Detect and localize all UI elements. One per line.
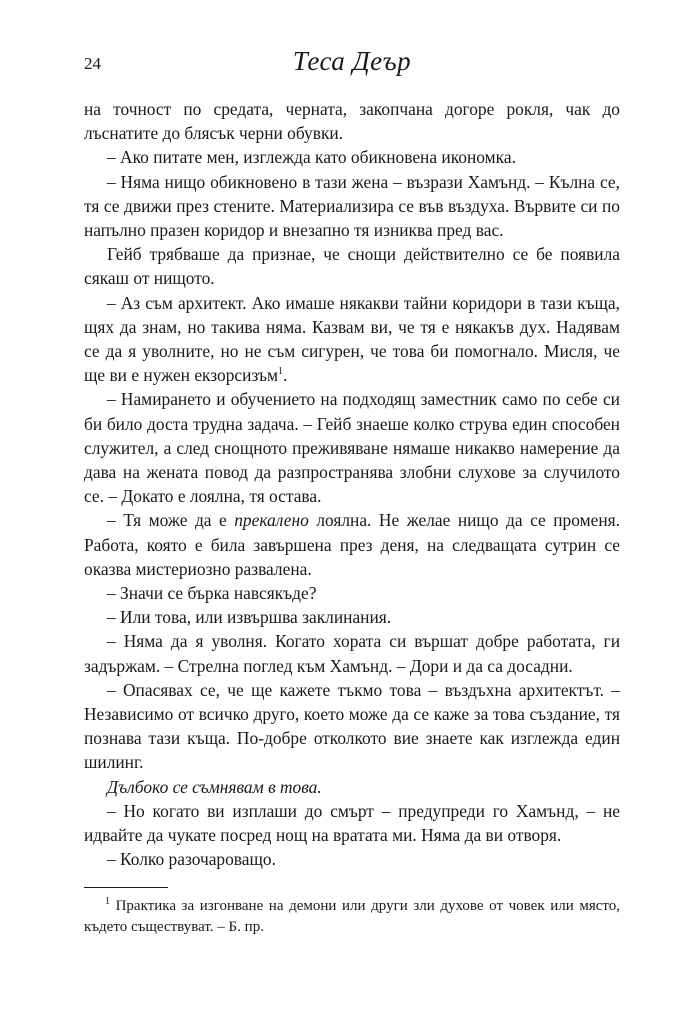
- paragraph-text: – Аз съм архитект. Ако имаше някакви тайни коридори в тази къща, щях да знам, но такива няма. Казвам ви, че тя е някакъв дух. Надявам се да я уволните, но не съм сигурен, че това би помогнало. Мисля, че ще ви е нужен екзорсизъм: [84, 292, 620, 386]
- paragraph: Гейб трябваше да признае, че снощи действително се бе появила сякаш от нищото.: [84, 244, 620, 289]
- footnote-reference: 1: [278, 366, 284, 378]
- paragraph: – Или това, или извършва заклинания.: [107, 607, 392, 628]
- running-head-author: Теса Деър: [292, 46, 412, 76]
- footnote-divider: [84, 887, 168, 888]
- paragraph: – Няма нищо обикновено в тази жена – възрази Хамънд. – Кълна се, тя се движи през стените. Материализира се във въздуха. Вървите си по напълно празен коридор и внезапно тя изниква пред вас.: [84, 171, 620, 241]
- paragraph: на точност по средата, черната, закопчана догоре рокля, чак до лъснатите до блясък черни обувки.: [84, 99, 620, 144]
- footnote-marker: 1: [105, 896, 110, 907]
- paragraph: – Но когато ви изплаши до смърт – предупреди го Хамънд, – не идвайте да чукате посред нощ на вратата ми. Няма да ви отворя.: [84, 800, 620, 846]
- paragraph-italic-thought: Дълбоко се съмнявам в това.: [107, 776, 322, 797]
- footnote-text: Практика за изгонване на демони или други зли духове от човек или място, където съществуват. – Б. пр.: [84, 898, 620, 935]
- paragraph: – Намирането и обучението на подходящ заместник само по себе си би било доста трудна задача. – Гейб знаеше колко струва един способен служител, а след снощното преживяване нямаше никакво намерение да дава на жената повод да разпространява злобни слухове за случилото се. – Докато е лоялна, тя остава.: [84, 389, 620, 507]
- page-header: [84, 46, 620, 86]
- paragraph: – Няма да я уволня. Когато хората си вършат добре работата, ги задържам. – Стрелна поглед към Хамънд. – Дори и да са досадни.: [84, 631, 620, 676]
- paragraph-with-emphasis: [84, 508, 620, 581]
- paragraph: – Ако питате мен, изглежда като обикновена икономка.: [107, 147, 516, 168]
- page-number: 24: [84, 54, 101, 73]
- body-text: [84, 97, 620, 872]
- footnote: [84, 896, 620, 937]
- paragraph: – Опасявах се, че ще кажете тъкмо това – въздъхна архитектът. – Независимо от всичко друго, което може да се каже за това създание, тя познава тази къща. По-добре отколкото вие знаете как изглежда един шилинг.: [84, 679, 620, 773]
- paragraph: – Значи се бърка навсякъде?: [107, 583, 317, 604]
- emphasized-word: прекалено: [234, 510, 309, 531]
- paragraph-text: лоялна. Не желае нищо да се променя. Работа, която е била завършена през деня, на следващата сутрин се оказва мистериозно развалена.: [84, 510, 620, 579]
- paragraph-text: – Тя може да е: [107, 510, 235, 531]
- paragraph-with-footnote-ref: – Аз съм архитект. Ако имаше някакви тайни коридори в тази къща, щях да знам, но такива няма. Казвам ви, че тя е някакъв дух. Надявам се да я уволните, но не съм сигурен, че това би помогнало. Мисля, че ще ви е нужен екзорсизъм$^1$.: [84, 292, 620, 386]
- paragraph: – Колко разочароващо.: [107, 849, 276, 870]
